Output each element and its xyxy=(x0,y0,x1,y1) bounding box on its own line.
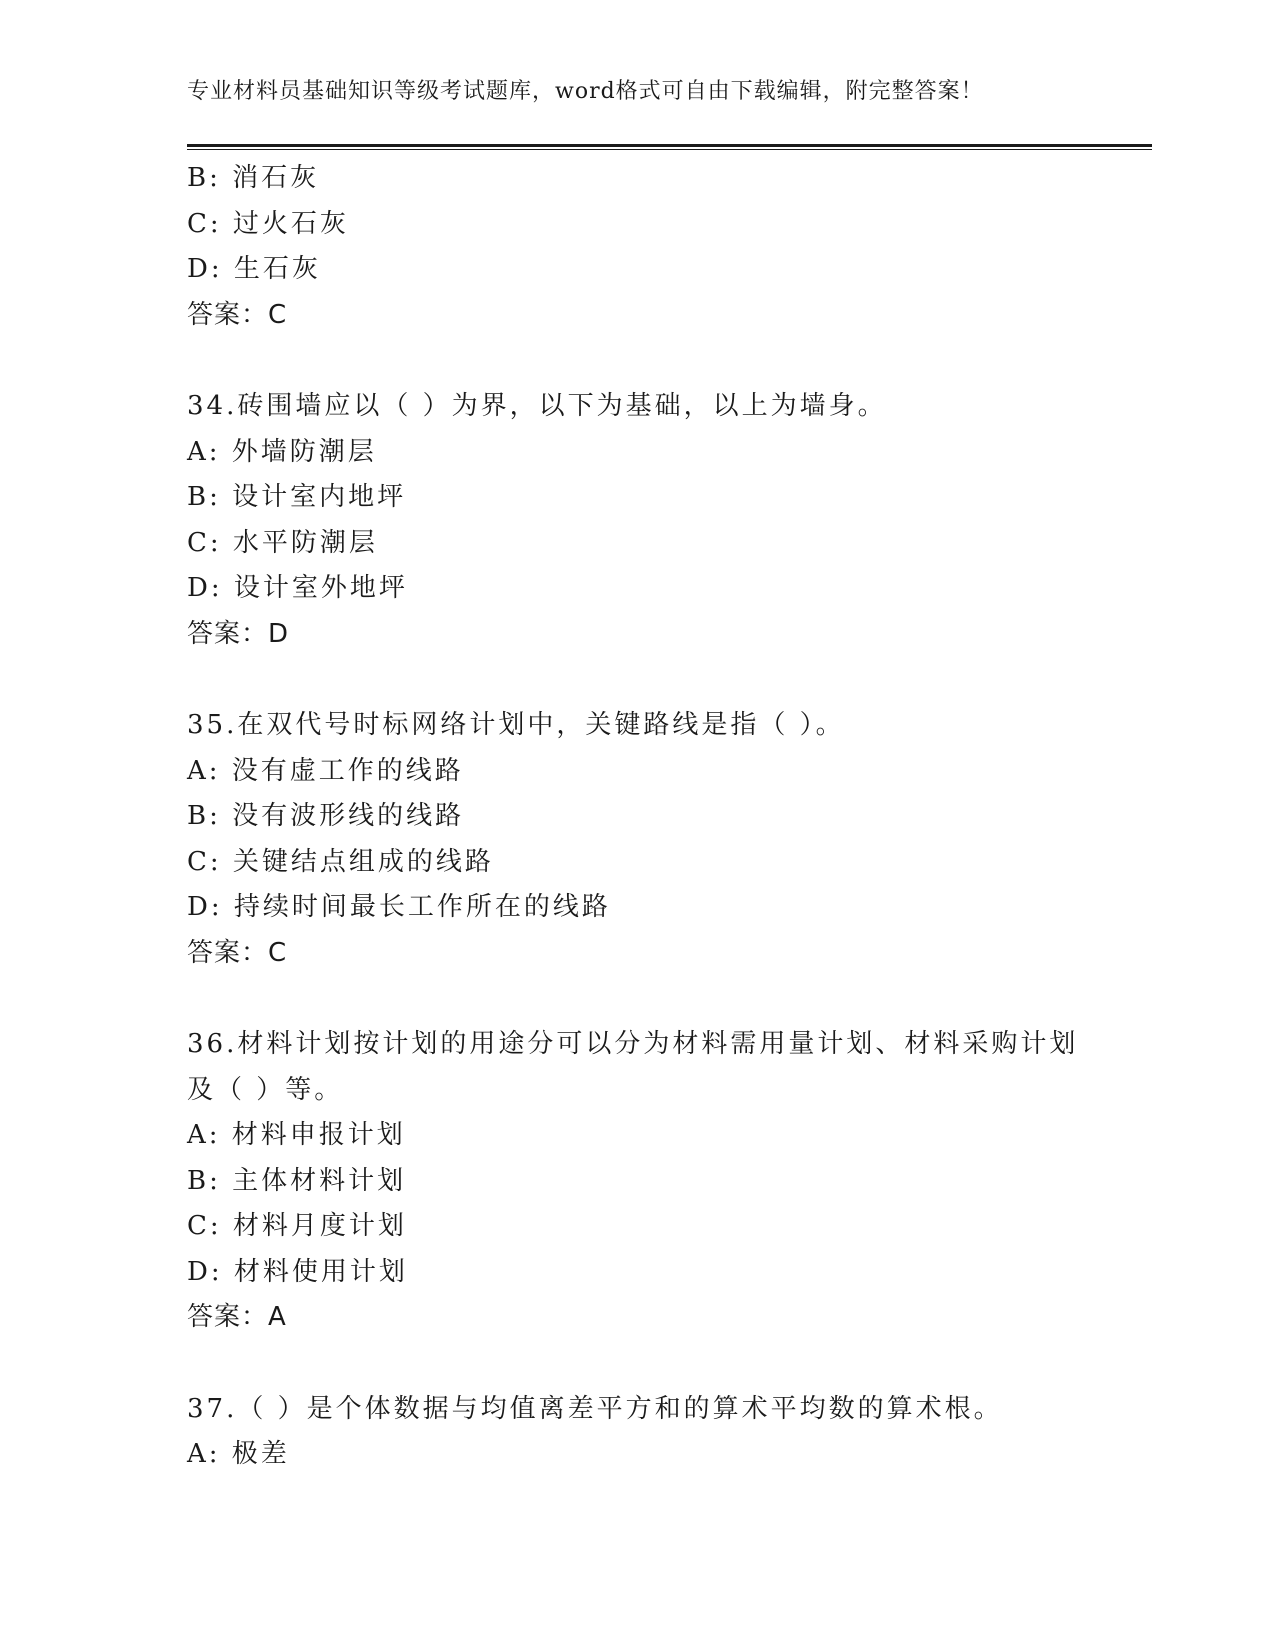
option-d: D: 持续时间最长工作所在的线路 xyxy=(187,892,611,922)
question-stem: 34.砖围墙应以（ ）为界，以下为基础，以上为墙身。 xyxy=(187,391,887,421)
answer-line: 答案：C xyxy=(187,937,288,968)
option-a: A: 外墙防潮层 xyxy=(187,436,377,467)
page-header: 专业材料员基础知识等级考试题库，word格式可自由下载编辑，附完整答案！ xyxy=(187,79,984,104)
option-d: D: 材料使用计划 xyxy=(187,1256,408,1287)
spacer xyxy=(187,1341,1087,1387)
question-stem: 37.（ ）是个体数据与均值离差平方和的算术平均数的算术根。 xyxy=(187,1393,1003,1424)
option-c: C: 过火石灰 xyxy=(187,208,349,239)
question-stem-line2: 及（ ）等。 xyxy=(187,1074,344,1105)
question-36 xyxy=(187,1022,1087,1341)
question-stem: 35.在双代号时标网络计划中，关键路线是指（ ）。 xyxy=(187,710,845,740)
answer-line: 答案：C xyxy=(187,299,288,330)
option-a: A: 极差 xyxy=(187,1439,290,1469)
option-a: A: 材料申报计划 xyxy=(187,1120,406,1150)
option-d: D: 设计室外地坪 xyxy=(187,573,408,603)
option-c: C: 关键结点组成的线路 xyxy=(187,846,494,877)
option-a: A: 没有虚工作的线路 xyxy=(187,755,464,786)
spacer xyxy=(187,338,1087,384)
spacer xyxy=(187,976,1087,1022)
option-c: C: 水平防潮层 xyxy=(187,527,378,558)
answer-line: 答案：D xyxy=(187,618,290,649)
question-35 xyxy=(187,703,1087,976)
question-34 xyxy=(187,384,1087,657)
option-b: B: 设计室内地坪 xyxy=(187,482,407,512)
option-b: B: 主体材料计划 xyxy=(187,1165,407,1196)
question-stem-line1: 36.材料计划按计划的用途分可以分为材料需用量计划、材料采购计划 xyxy=(187,1029,1079,1059)
header-divider xyxy=(187,144,1152,150)
spacer xyxy=(187,657,1087,703)
option-c: C: 材料月度计划 xyxy=(187,1211,407,1241)
option-b: B: 消石灰 xyxy=(187,163,320,193)
document-body xyxy=(187,156,1087,1478)
option-b: B: 没有波形线的线路 xyxy=(187,801,465,831)
option-d: D: 生石灰 xyxy=(187,254,321,284)
answer-line: 答案：A xyxy=(187,1302,287,1332)
question-33-continuation xyxy=(187,156,1087,338)
question-37 xyxy=(187,1387,1087,1478)
